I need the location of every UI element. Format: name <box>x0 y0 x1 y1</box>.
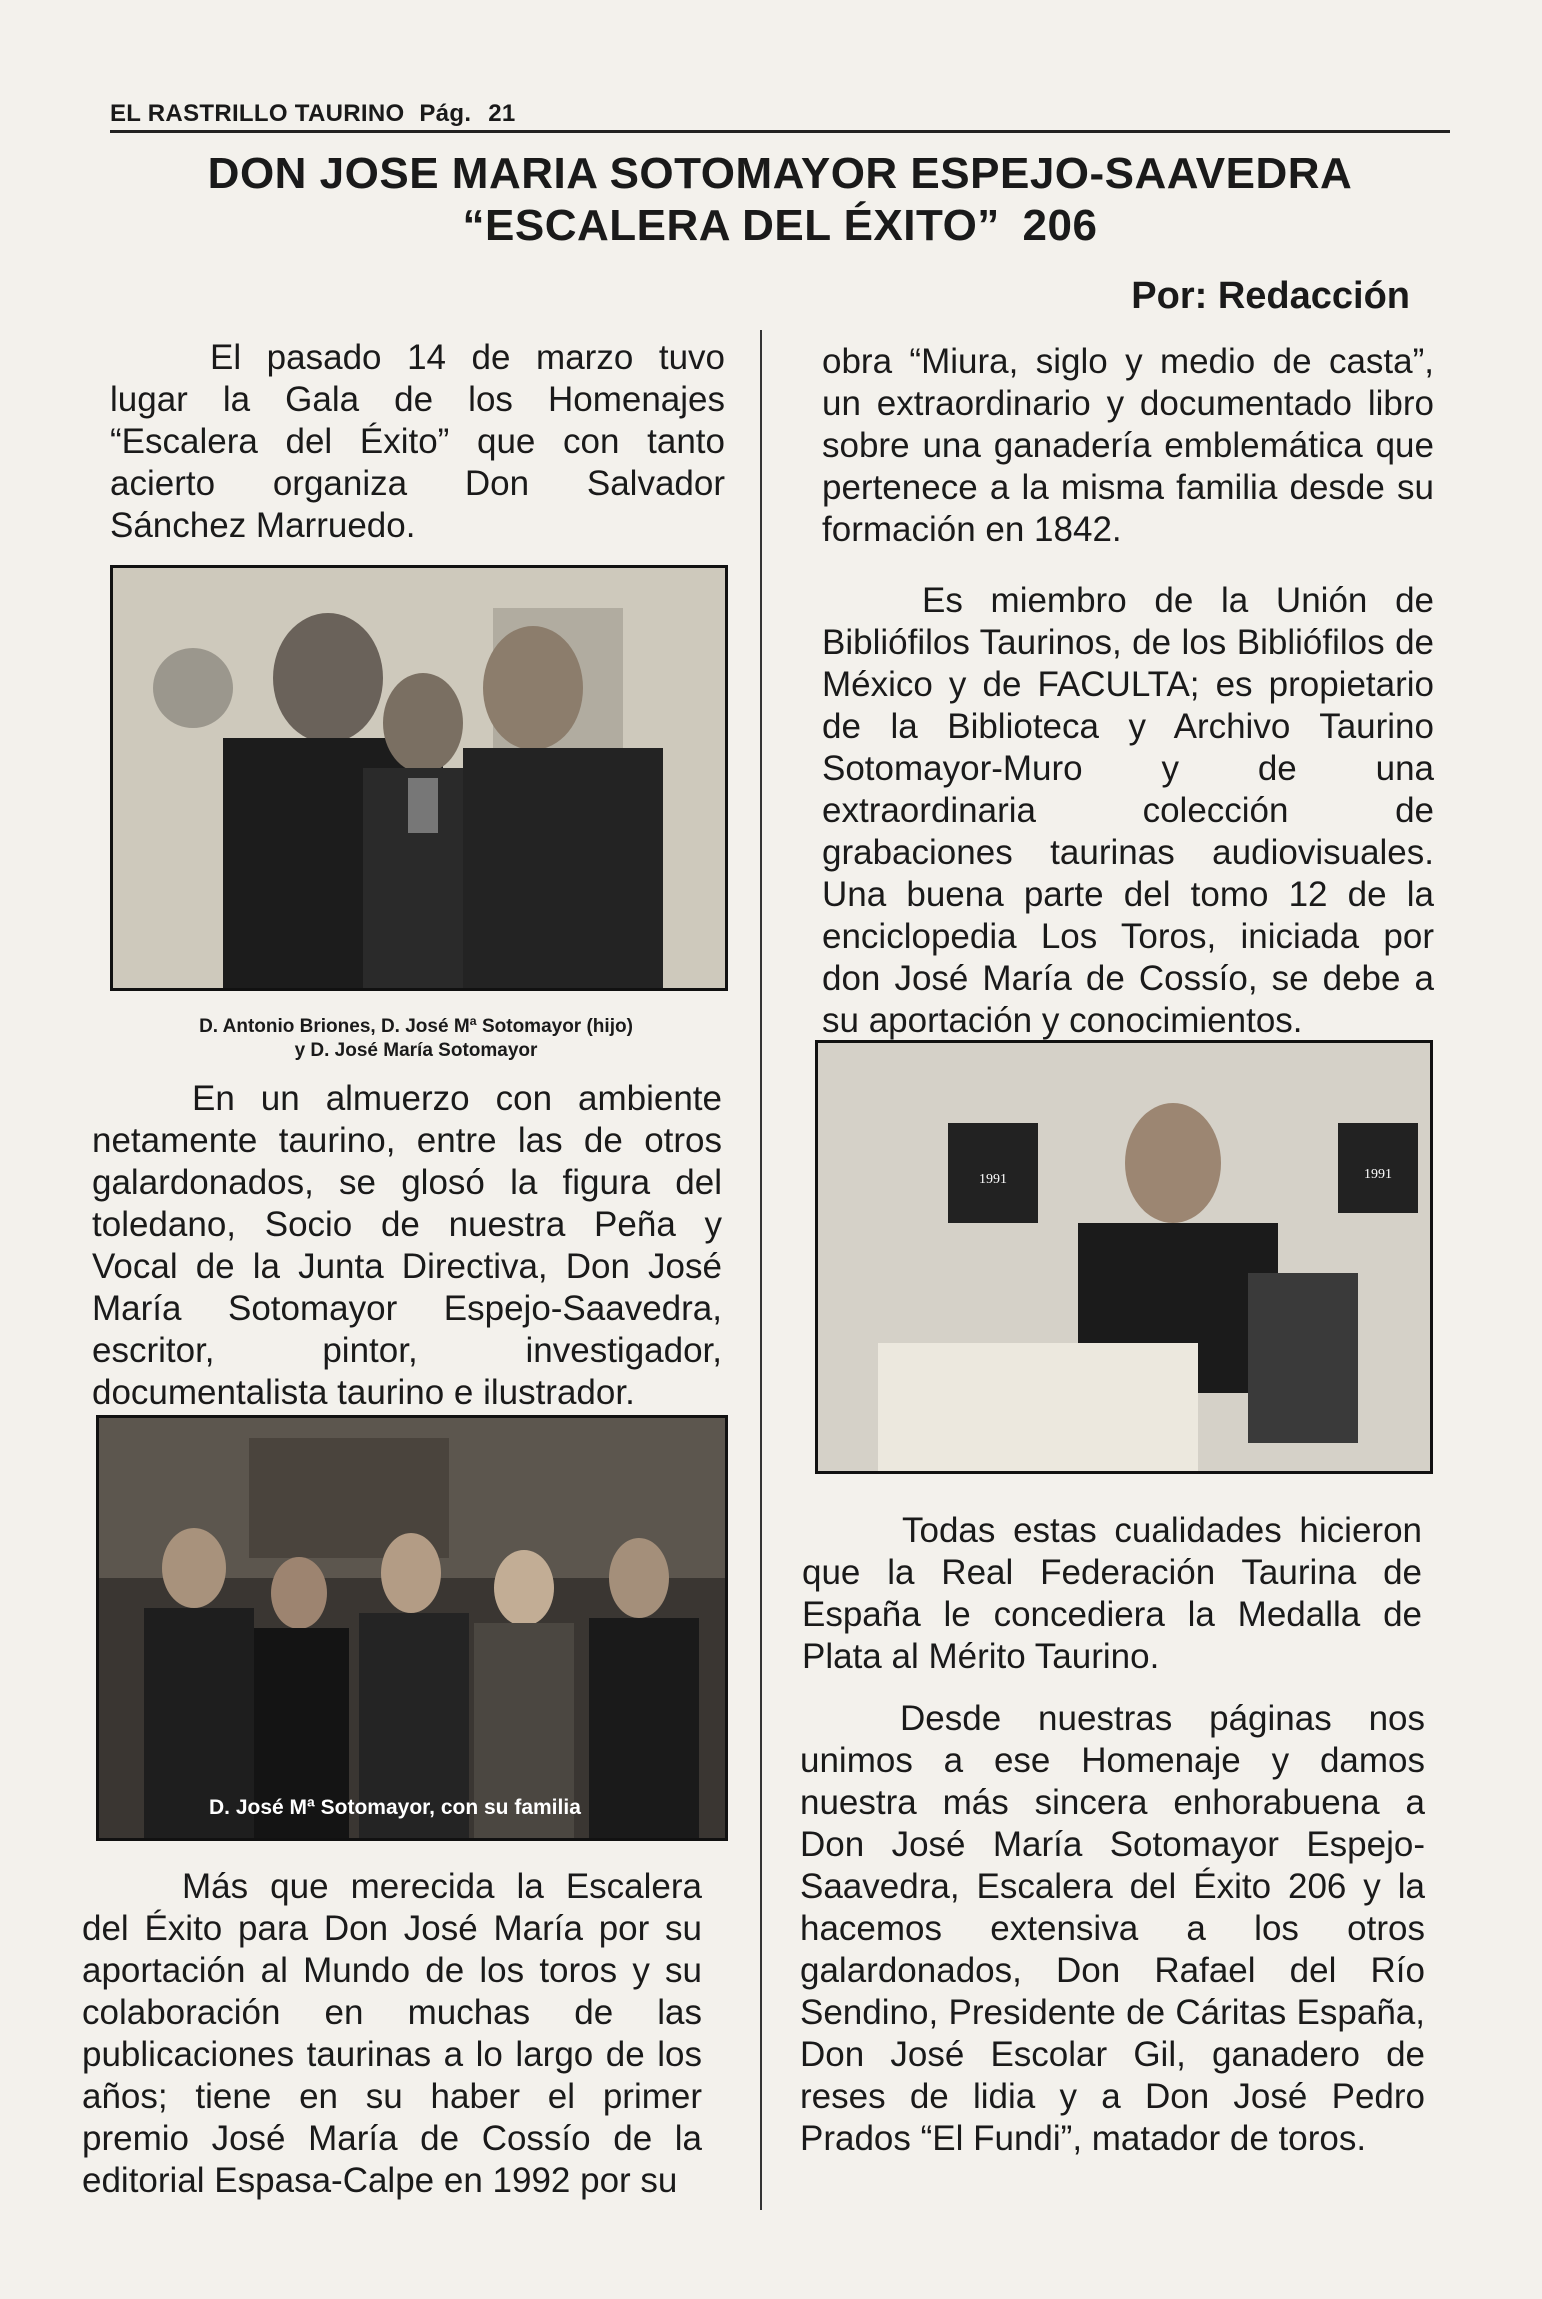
photo-signing-book <box>815 1040 1433 1474</box>
right-paragraph-3: Todas estas cualidades hicieron que la Real Federación Taurina de España le concediera la Medalla de Plata al Mérito Taurino. <box>802 1511 1422 1676</box>
photo-award-image <box>113 568 725 988</box>
title-line-2 <box>110 200 1450 252</box>
running-header <box>110 100 1450 133</box>
photo1-caption-line1: D. Antonio Briones, D. José Mª Sotomayor (hijo) <box>199 1016 633 1037</box>
left-paragraph-2: En un almuerzo con ambiente netamente taurino, entre las de otros galardonados, se glosó la figura del toledano, Socio de nuestra Peña y Vocal de la Junta Directiva, Don José María Sotomayor Espejo-Saavedra, escritor, pintor, investigador, documentalista taurino e ilustrador. <box>92 1079 722 1412</box>
title-line-1: DON JOSE MARIA SOTOMAYOR ESPEJO-SAAVEDRA <box>207 149 1353 198</box>
left-paragraph-1: El pasado 14 de marzo tuvo lugar la Gala de los Homenajes “Escalera del Éxito” que con tanto acierto organiza Don Salvador Sánchez Marruedo. <box>110 338 725 545</box>
left-paragraph-3: Más que merecida la Escalera del Éxito para Don José María por su aportación al Mundo de los toros y su colaboración en muchas de las publicaciones taurinas a lo largo de los años; tiene en su haber el primer premio José María de Cossío de la editorial Espasa-Calpe en 1992 por su <box>82 1867 702 2200</box>
photo-family-image <box>99 1418 725 1838</box>
trophy-year-right: 1991 <box>1364 1167 1392 1182</box>
title-number: 206 <box>1022 201 1098 250</box>
photo2-caption: D. José Mª Sotomayor, con su familia <box>209 1796 581 1819</box>
photo-family <box>96 1415 728 1841</box>
right-paragraph-1: obra “Miura, siglo y medio de casta”, un extraordinario y documentado libro sobre una ganadería emblemática que pertenece a la misma familia desde su formación en 1842. <box>822 342 1434 549</box>
photo-signing-image <box>818 1043 1430 1471</box>
byline: Por: Redacción <box>1131 275 1410 317</box>
right-paragraph-4: Desde nuestras páginas nos unimos a ese Homenaje y damos nuestra más sincera enhorabuena a Don José María Sotomayor Espejo-Saavedra, Escalera del Éxito 206 y la hacemos extensiva a los otros galardonados, Don Rafael del Río Sendino, Presidente de Cáritas España, Don José Escolar Gil, ganadero de reses de lidia y a Don José Pedro Prados “El Fundi”, matador de toros. <box>800 1699 1425 2158</box>
publication-name: EL RASTRILLO TAURINO <box>110 100 405 127</box>
photo1-caption-line2: y D. José María Sotomayor <box>294 1040 538 1061</box>
trophy-year-left: 1991 <box>979 1172 1007 1187</box>
photo-award-presentation <box>110 565 728 991</box>
right-paragraph-2: Es miembro de la Unión de Bibliófilos Taurinos, de los Bibliófilos de México y de FACULTA; es propietario de la Biblioteca y Archivo Taurino Sotomayor-Muro y de una extraordinaria colección de grabaciones taurinas audiovisuales. Una buena parte del tomo 12 de la enciclopedia Los Toros, iniciada por don José María de Cossío, se debe a su aportación y conocimientos. <box>822 581 1434 1040</box>
page-label: Pág. <box>419 100 472 127</box>
photo1-caption <box>110 1015 722 1063</box>
page-number: 21 <box>488 100 516 127</box>
article-title <box>110 148 1450 252</box>
title-quote: “ESCALERA DEL ÉXITO” <box>462 201 1000 250</box>
column-divider <box>760 330 762 2210</box>
